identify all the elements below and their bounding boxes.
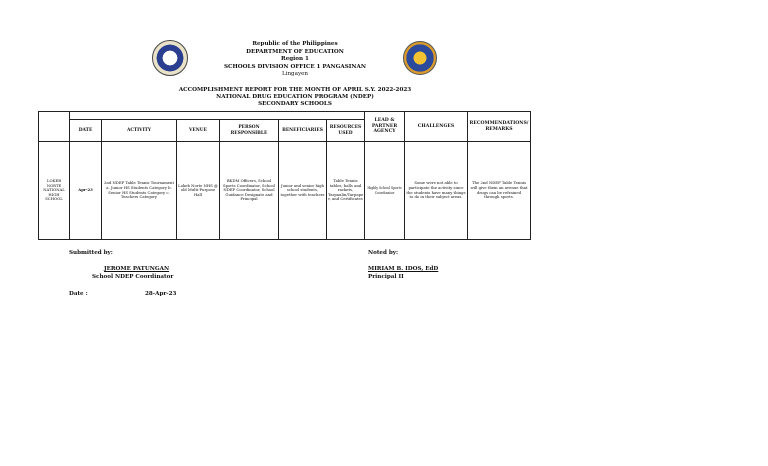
top-spacer-cell (70, 112, 365, 120)
title-level: SECONDARY SCHOOLS (258, 101, 332, 107)
col-date: DATE (70, 120, 102, 142)
header-region: Region 1 (281, 56, 309, 63)
noted-by-name: MIRIAM B. IDOS, EdD (368, 266, 439, 272)
cell-beneficiaries: Junior and senior high school students, together with teachers (279, 142, 327, 240)
school-header-cell (39, 112, 70, 142)
cell-school: LOKEB NORTE NATIONAL HIGH SCHOOL (39, 142, 70, 240)
title-main: ACCOMPLISHMENT REPORT FOR THE MONTH OF APRIL S.Y. 2022-2023 (178, 87, 412, 93)
date-value: 28-Apr-23 (145, 291, 177, 297)
cell-challenges: Some were not able to participate the activity since the students have many things to do in their subject areas. (405, 142, 468, 240)
header-republic: Republic of the Philippines (252, 41, 338, 47)
col-beneficiaries: BENEFICIARIES (279, 120, 327, 142)
submitted-by-label: Submitted by: (69, 250, 113, 256)
header-department: DEPARTMENT OF EDUCATION (246, 48, 344, 55)
submitted-by-title: School NDEP Coordinator (92, 274, 174, 280)
report-title (0, 87, 590, 108)
header-division: SCHOOLS DIVISION OFFICE 1 PANGASINAN (224, 63, 366, 70)
cell-person-responsible: BKDM Officers, School Sports Coordinator, School NDEP Coordinator, School Guidance Designate and Principal (220, 142, 279, 240)
table-row (39, 142, 531, 240)
col-resources-used: RESOURCES USED (327, 120, 365, 142)
title-program: NATIONAL DRUG EDUCATION PROGRAM (NDEP) (216, 94, 374, 100)
col-lead-partner: LEAD & PARTNER AGENCY (365, 112, 405, 142)
col-venue: VENUE (177, 120, 220, 142)
report-table (38, 111, 531, 240)
date-label: Date : (69, 291, 88, 297)
noted-by-label: Noted by: (368, 250, 399, 256)
cell-activity: 2nd NDEP Table Tennis Tournament a. Junior HS Students Category b. Senior HS Students Category c. Teachers Category (102, 142, 177, 240)
cell-resources-used: Table Tennis tables, balls and rackets, Tarpaulin/Tarpape r, and Certificates (327, 142, 365, 240)
table-top-row (39, 112, 531, 120)
header-city: Lingayen (281, 71, 309, 78)
cell-date: Apr-23 (70, 142, 102, 240)
col-person-responsible: PERSON RESPONSIBLE (220, 120, 279, 142)
col-activity: ACTIVITY (102, 120, 177, 142)
col-challenges: CHALLENGES (405, 112, 468, 142)
submitted-by-name: JEROME PATUNGAN (104, 266, 170, 272)
cell-venue: Lokeb Norte NHS @ old Multi-Purpose Hall (177, 142, 220, 240)
noted-by-title: Principal II (368, 274, 404, 280)
document-header (0, 41, 590, 79)
col-remarks: RECOMMENDATIONS/ REMARKS (468, 112, 531, 142)
cell-remarks: The 2nd NDEP Table Tennis will give them an avenue that drugs can be refrained through sports. (468, 142, 531, 240)
cell-lead-partner: Highly School Sports Coordinator (365, 142, 405, 240)
